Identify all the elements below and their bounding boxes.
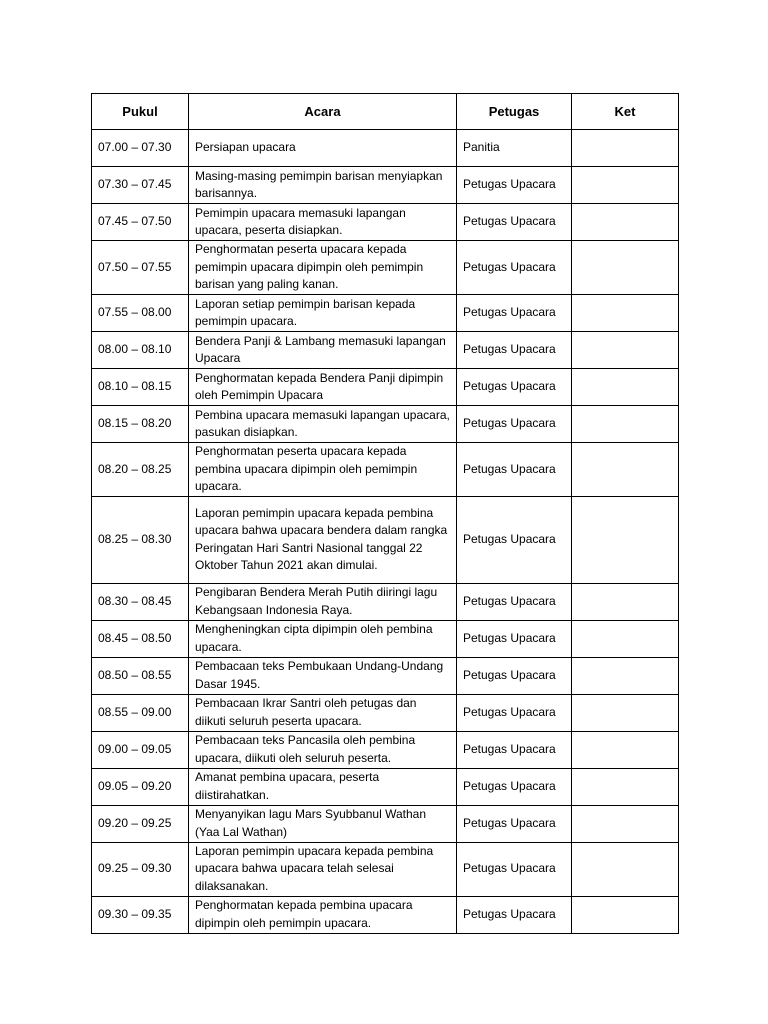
- cell-ket: [572, 694, 679, 731]
- cell-petugas: Petugas Upacara: [457, 369, 572, 406]
- cell-acara: Penghormatan kepada Bendera Panji dipimpin oleh Pemimpin Upacara: [189, 369, 457, 406]
- table-row: [92, 842, 679, 896]
- cell-petugas: Petugas Upacara: [457, 167, 572, 204]
- cell-ket: [572, 295, 679, 332]
- cell-pukul: 09.20 – 09.25: [92, 805, 189, 842]
- cell-ket: [572, 896, 679, 933]
- table-row: [92, 620, 679, 657]
- table-row: [92, 496, 679, 583]
- cell-petugas: Petugas Upacara: [457, 896, 572, 933]
- cell-pukul: 09.05 – 09.20: [92, 768, 189, 805]
- cell-acara: Pengibaran Bendera Merah Putih diiringi lagu Kebangsaan Indonesia Raya.: [189, 583, 457, 620]
- cell-acara: Pembacaan teks Pembukaan Undang-Undang Dasar 1945.: [189, 657, 457, 694]
- cell-ket: [572, 805, 679, 842]
- table-row: [92, 295, 679, 332]
- cell-ket: [572, 768, 679, 805]
- cell-ket: [572, 204, 679, 241]
- cell-pukul: 07.30 – 07.45: [92, 167, 189, 204]
- table-row: [92, 406, 679, 443]
- table-row: [92, 583, 679, 620]
- cell-pukul: 07.55 – 08.00: [92, 295, 189, 332]
- table-row: [92, 805, 679, 842]
- header-pukul: Pukul: [92, 94, 189, 130]
- table-row: [92, 167, 679, 204]
- cell-pukul: 08.50 – 08.55: [92, 657, 189, 694]
- table-row: [92, 443, 679, 497]
- cell-ket: [572, 583, 679, 620]
- cell-acara: Bendera Panji & Lambang memasuki lapangan Upacara: [189, 332, 457, 369]
- cell-acara: Laporan pemimpin upacara kepada pembina upacara bahwa upacara bendera dalam rangka Peringatan Hari Santri Nasional tanggal 22 Oktober Tahun 2021 akan dimulai.: [189, 496, 457, 583]
- cell-ket: [572, 731, 679, 768]
- cell-petugas: Petugas Upacara: [457, 657, 572, 694]
- table-body: [92, 130, 679, 934]
- cell-petugas: Panitia: [457, 130, 572, 167]
- cell-petugas: Petugas Upacara: [457, 443, 572, 497]
- cell-acara: Laporan pemimpin upacara kepada pembina upacara bahwa upacara telah selesai dilaksanakan.: [189, 842, 457, 896]
- cell-ket: [572, 842, 679, 896]
- cell-pukul: 08.00 – 08.10: [92, 332, 189, 369]
- cell-ket: [572, 332, 679, 369]
- cell-pukul: 09.00 – 09.05: [92, 731, 189, 768]
- cell-petugas: Petugas Upacara: [457, 295, 572, 332]
- schedule-table: [91, 93, 679, 934]
- cell-acara: Mengheningkan cipta dipimpin oleh pembina upacara.: [189, 620, 457, 657]
- cell-acara: Penghormatan kepada pembina upacara dipimpin oleh pemimpin upacara.: [189, 896, 457, 933]
- cell-acara: Pembacaan teks Pancasila oleh pembina upacara, diikuti oleh seluruh peserta.: [189, 731, 457, 768]
- cell-petugas: Petugas Upacara: [457, 241, 572, 295]
- cell-acara: Pemimpin upacara memasuki lapangan upacara, peserta disiapkan.: [189, 204, 457, 241]
- cell-acara: Persiapan upacara: [189, 130, 457, 167]
- table-header: [92, 94, 679, 130]
- cell-petugas: Petugas Upacara: [457, 694, 572, 731]
- cell-pukul: 08.55 – 09.00: [92, 694, 189, 731]
- cell-pukul: 08.20 – 08.25: [92, 443, 189, 497]
- cell-petugas: Petugas Upacara: [457, 805, 572, 842]
- table-row: [92, 369, 679, 406]
- table-row: [92, 731, 679, 768]
- cell-ket: [572, 620, 679, 657]
- cell-petugas: Petugas Upacara: [457, 496, 572, 583]
- cell-ket: [572, 130, 679, 167]
- cell-petugas: Petugas Upacara: [457, 406, 572, 443]
- table-row: [92, 768, 679, 805]
- cell-acara: Menyanyikan lagu Mars Syubbanul Wathan (Yaa Lal Wathan): [189, 805, 457, 842]
- table-row: [92, 657, 679, 694]
- cell-ket: [572, 657, 679, 694]
- cell-ket: [572, 167, 679, 204]
- header-acara: Acara: [189, 94, 457, 130]
- cell-ket: [572, 496, 679, 583]
- cell-petugas: Petugas Upacara: [457, 620, 572, 657]
- header-ket: Ket: [572, 94, 679, 130]
- cell-acara: Masing-masing pemimpin barisan menyiapkan barisannya.: [189, 167, 457, 204]
- header-row: [92, 94, 679, 130]
- cell-petugas: Petugas Upacara: [457, 204, 572, 241]
- cell-petugas: Petugas Upacara: [457, 768, 572, 805]
- cell-ket: [572, 369, 679, 406]
- cell-acara: Penghormatan peserta upacara kepada pemimpin upacara dipimpin oleh pemimpin barisan yang paling kanan.: [189, 241, 457, 295]
- cell-pukul: 08.10 – 08.15: [92, 369, 189, 406]
- cell-pukul: 07.00 – 07.30: [92, 130, 189, 167]
- cell-ket: [572, 443, 679, 497]
- cell-petugas: Petugas Upacara: [457, 583, 572, 620]
- cell-acara: Penghormatan peserta upacara kepada pembina upacara dipimpin oleh pemimpin upacara.: [189, 443, 457, 497]
- cell-pukul: 07.50 – 07.55: [92, 241, 189, 295]
- cell-pukul: 08.30 – 08.45: [92, 583, 189, 620]
- cell-acara: Amanat pembina upacara, peserta diistirahatkan.: [189, 768, 457, 805]
- cell-pukul: 07.45 – 07.50: [92, 204, 189, 241]
- cell-acara: Laporan setiap pemimpin barisan kepada pemimpin upacara.: [189, 295, 457, 332]
- cell-pukul: 08.45 – 08.50: [92, 620, 189, 657]
- cell-ket: [572, 241, 679, 295]
- table-row: [92, 694, 679, 731]
- table-row: [92, 204, 679, 241]
- table-row: [92, 130, 679, 167]
- cell-pukul: 09.30 – 09.35: [92, 896, 189, 933]
- cell-acara: Pembacaan Ikrar Santri oleh petugas dan diikuti seluruh peserta upacara.: [189, 694, 457, 731]
- cell-ket: [572, 406, 679, 443]
- cell-petugas: Petugas Upacara: [457, 842, 572, 896]
- cell-pukul: 09.25 – 09.30: [92, 842, 189, 896]
- cell-acara: Pembina upacara memasuki lapangan upacara, pasukan disiapkan.: [189, 406, 457, 443]
- cell-petugas: Petugas Upacara: [457, 332, 572, 369]
- table-row: [92, 241, 679, 295]
- cell-pukul: 08.25 – 08.30: [92, 496, 189, 583]
- table-row: [92, 896, 679, 933]
- table-row: [92, 332, 679, 369]
- cell-pukul: 08.15 – 08.20: [92, 406, 189, 443]
- cell-petugas: Petugas Upacara: [457, 731, 572, 768]
- header-petugas: Petugas: [457, 94, 572, 130]
